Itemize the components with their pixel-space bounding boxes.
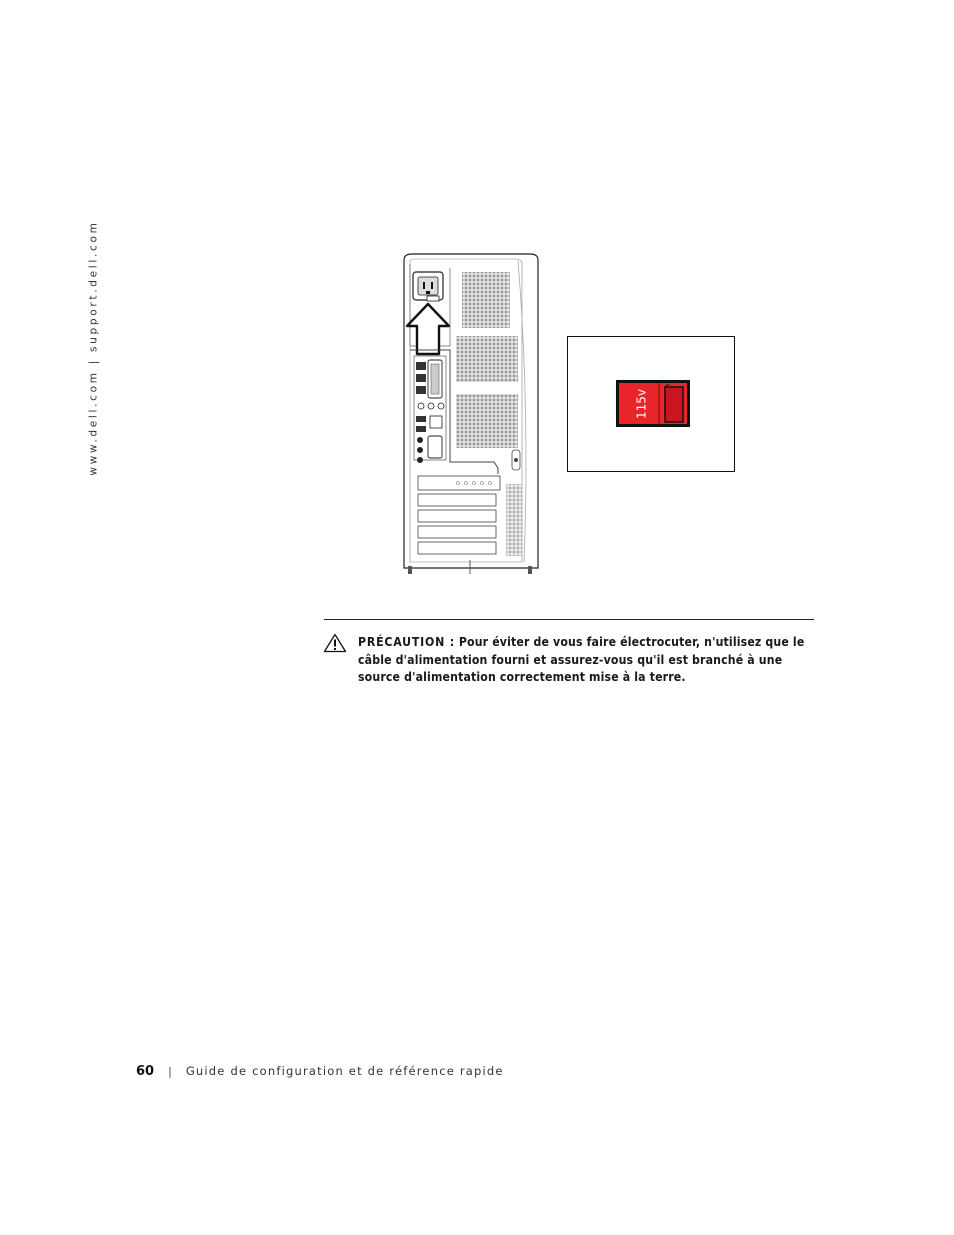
computer-back-panel-illustration bbox=[400, 250, 540, 580]
footer-separator: | bbox=[168, 1064, 172, 1078]
voltage-switch-inset bbox=[567, 336, 735, 472]
caution-label: PRÉCAUTION : bbox=[358, 635, 455, 649]
caution-text: Pour éviter de vous faire électrocuter, n'utilisez que le câble d'alimentation fourni et assurez-vous qu'il est branché à une source d'alimentation correctement mise à la terre. bbox=[358, 635, 805, 684]
sidebar-url-text: www.dell.com | support.dell.com bbox=[88, 219, 100, 476]
section-divider bbox=[324, 619, 814, 620]
caution-notice bbox=[358, 634, 818, 687]
footer-document-title: Guide de configuration et de référence rapide bbox=[185, 1064, 504, 1078]
page-number: 60 bbox=[136, 1063, 155, 1079]
voltage-switch-label: 115v bbox=[634, 388, 649, 420]
sidebar-url bbox=[84, 219, 104, 476]
warning-triangle-icon bbox=[323, 633, 347, 653]
voltage-switch-illustration bbox=[568, 337, 736, 473]
page-footer bbox=[136, 1062, 504, 1080]
